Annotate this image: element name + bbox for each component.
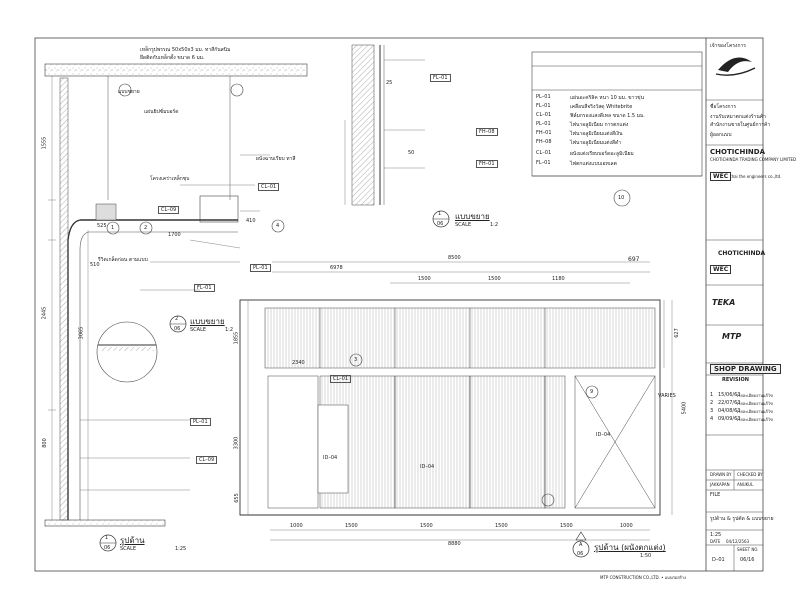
view-1-sub: 06 bbox=[104, 545, 111, 551]
dim-left-3: 800 bbox=[41, 438, 48, 448]
tb-rev-1-desc: รายละเอียดงานแก้ไข bbox=[736, 401, 773, 406]
dim-bottom-4: 1500 bbox=[560, 523, 573, 529]
tag-3: FL–01 bbox=[194, 284, 215, 292]
tb-company-sub: CHOTICHINDA TRADING COMPANY LIMITED bbox=[710, 157, 797, 162]
section-detail-top bbox=[345, 45, 449, 227]
tb-project-label: ชื่อโครงการ bbox=[710, 104, 737, 110]
dim-elev-left-1: 3300 bbox=[233, 436, 240, 450]
legend-code-7: FL–01 bbox=[536, 160, 551, 166]
tb-date: 04/12/2563 bbox=[726, 539, 750, 544]
note-left-6: รีวิดเกล็ดก่อน ตามแบบ bbox=[98, 257, 148, 263]
legend-row-0: แผ่นอะคริลิค หนา 10 มม. ขาวขุ่น bbox=[570, 95, 644, 101]
tb-project-line1: งานรับเหมาตกแต่งร้านค้า bbox=[710, 114, 766, 120]
tb-teka: TEKA bbox=[712, 298, 736, 307]
circle-tag-1: 9 bbox=[590, 389, 594, 395]
dim-elev-left-2: 655 bbox=[233, 493, 240, 503]
view-3-sub: 06 bbox=[437, 221, 444, 227]
tb-rev-0-date: 15/06/63 bbox=[718, 392, 741, 398]
legend-code-2: CL–01 bbox=[536, 112, 552, 118]
tb-checked-by-label: CHECKED BY bbox=[737, 472, 763, 477]
circle-tag-3: 4 bbox=[276, 223, 280, 229]
tb-rev-3-desc: รายละเอียดงานแก้ไข bbox=[736, 417, 773, 422]
note-left-4: แบบขยาย bbox=[118, 89, 140, 95]
circle-tag-5: 1 bbox=[111, 225, 115, 231]
dim-misc-3: 510 bbox=[90, 262, 100, 268]
tag-12: FL–01 bbox=[430, 74, 451, 82]
view-2-sub: 06 bbox=[174, 326, 181, 332]
dim-misc-2: 525 bbox=[97, 223, 107, 229]
view-2-title: แบบขยาย bbox=[190, 317, 225, 326]
tb-shop-drawing: SHOP DRAWING bbox=[710, 364, 781, 374]
dim-misc-5: 25 bbox=[386, 80, 393, 86]
section-detail-left bbox=[45, 64, 307, 526]
dim-top-total: 8500 bbox=[448, 255, 461, 261]
dim-bottom-0: 1000 bbox=[290, 523, 303, 529]
tb-revision: REVISION bbox=[722, 377, 749, 383]
tb-drawn-by-label: DRAWN BY bbox=[710, 472, 732, 477]
tag-6: ID–04 bbox=[323, 455, 338, 461]
tag-8: ID–04 bbox=[596, 432, 611, 438]
view-3-title: แบบขยาย bbox=[455, 212, 490, 221]
note-left-3: โครงเคร่าเหล็กชุบ bbox=[150, 176, 190, 182]
legend-row-5: ไฟนาอลูมิเนียมแต่งสีดำ bbox=[570, 140, 622, 146]
tb-page: D–01 bbox=[712, 557, 725, 563]
view-1-ratio: 1:25 bbox=[175, 546, 187, 552]
tb-sheet-no: 06/16 bbox=[740, 557, 755, 563]
dim-misc-7: VARIES bbox=[658, 393, 676, 399]
view-4-letter: A bbox=[579, 542, 583, 548]
tag-11: CL–09 bbox=[196, 456, 217, 464]
dim-misc-6: 50 bbox=[408, 150, 415, 156]
note-left-0: เหล็กรูปพรรณ 50x50x3 มม. ทาสีกันสนิม bbox=[140, 47, 231, 53]
tb-rev-0-desc: รายละเอียดงานแก้ไข bbox=[736, 393, 773, 398]
view-4-ratio: 1:50 bbox=[640, 553, 652, 559]
tag-4: FH–01 bbox=[476, 160, 498, 168]
legend-row-2: ฟิล์มกรองแสงดีเทล ขนาด 1.5 มม. bbox=[570, 113, 645, 119]
tb-rev-1-no: 2 bbox=[710, 400, 714, 406]
view-3-ratio: 1:2 bbox=[490, 222, 499, 228]
tb-sheet-title: รูปด้าน & รูปตัด & แบบขยาย bbox=[710, 516, 774, 522]
view-3-num: 1 bbox=[438, 211, 442, 217]
tag-2: PL–01 bbox=[250, 264, 271, 272]
view-1-scale: SCALE bbox=[120, 546, 137, 552]
legend-row-6: ผนังแต่งเรียบบอร์ดอะลูมิเนียม bbox=[570, 151, 634, 157]
legend-code-5: FH–08 bbox=[536, 139, 552, 145]
note-left-5: ผนังฉาบเรียบ ทาสี bbox=[256, 156, 296, 162]
dim-misc-4: 410 bbox=[246, 218, 256, 224]
tag-9: CL–01 bbox=[330, 375, 351, 383]
dim-bottom-1: 1500 bbox=[345, 523, 358, 529]
tb-sheet-no-label: SHEET NO. bbox=[737, 547, 759, 552]
tb-rev-2-date: 04/08/63 bbox=[718, 408, 741, 414]
dim-top-0: 6978 bbox=[330, 265, 343, 271]
legend-code-6: CL–01 bbox=[536, 150, 552, 156]
dim-bottom-total: 8880 bbox=[448, 541, 461, 547]
dim-elev-right-0: 627 bbox=[673, 328, 680, 338]
tb-company: CHOTICHINDA bbox=[710, 148, 766, 156]
tb-project-line2: สำนักงานขายในศูนย์การค้า bbox=[710, 122, 771, 128]
tb-designer-label: ผู้ออกแบบ bbox=[710, 132, 732, 138]
tb-checked-name: ANUKUL bbox=[737, 482, 754, 487]
legend-row-3: ไฟนาอลูมิเนียม การตกแต่ง bbox=[570, 122, 629, 128]
dim-top-2: 1500 bbox=[488, 276, 501, 282]
dim-misc-0: 1700 bbox=[168, 232, 181, 238]
tb-file-label: FILE bbox=[710, 492, 721, 498]
legend-row-7: ไฟตกแต่งแบบเอทเลต bbox=[570, 161, 617, 167]
tb-rev-2-desc: รายละเอียดงานแก้ไข bbox=[736, 409, 773, 414]
dim-top-1: 1500 bbox=[418, 276, 431, 282]
tb-wec-logo: WEC bbox=[710, 172, 731, 181]
legend-code-3: PL–01 bbox=[536, 121, 551, 127]
dim-left-0: 1555 bbox=[41, 136, 48, 150]
tb-rev-1-date: 22/07/63 bbox=[718, 400, 741, 406]
view-2-num: 2 bbox=[175, 316, 179, 322]
legend-row-1: เคลือบสีจริงวัสดุ Whitebrite bbox=[570, 104, 633, 110]
note-left-1: ยึดติดกับเหล็กตั้ง ขนาด 6 มม. bbox=[140, 55, 205, 61]
tag-0: CL–01 bbox=[258, 183, 279, 191]
legend-code-1: FL–01 bbox=[536, 103, 551, 109]
circle-tag-2: 3 bbox=[354, 357, 358, 363]
dim-bottom-3: 1500 bbox=[495, 523, 508, 529]
view-3-scale: SCALE bbox=[455, 222, 472, 228]
dim-top-4: 697 bbox=[628, 256, 640, 263]
legend-code-0: PL–01 bbox=[536, 94, 551, 100]
footer-note: MTP CONSTRUCTION CO.,LTD. • แบบก่อสร้าง bbox=[600, 575, 686, 580]
tb-rev-0-no: 1 bbox=[710, 392, 714, 398]
tb-designer: CHOTICHINDA bbox=[718, 250, 766, 257]
tb-mtp: MTP bbox=[722, 332, 742, 341]
dim-elev-right-1: 5400 bbox=[681, 401, 688, 415]
circle-tag-4: 2 bbox=[144, 225, 148, 231]
view-4-sub: 06 bbox=[577, 551, 584, 557]
legend-row-4: ไฟนาอลูมิเนียมแต่งสีเงิน bbox=[570, 131, 623, 137]
tag-10: PL–01 bbox=[190, 418, 211, 426]
tb-rev-2-no: 3 bbox=[710, 408, 714, 414]
view-1-title: รูปด้าน bbox=[120, 536, 145, 545]
view-2-scale: SCALE bbox=[190, 327, 207, 333]
dim-elev-left-0: 1855 bbox=[233, 331, 240, 345]
tb-date-label: DATE bbox=[710, 539, 721, 544]
tb-rev-3-no: 4 bbox=[710, 416, 714, 422]
dim-top-3: 1180 bbox=[552, 276, 565, 282]
tb-rev-3-date: 09/09/63 bbox=[718, 416, 741, 422]
view-2-ratio: 1:2 bbox=[225, 327, 234, 333]
tb-owner-label: เจ้าของโครงการ bbox=[710, 43, 746, 49]
note-left-2: แผ่นยิปซั่มบอร์ด bbox=[144, 109, 179, 115]
dim-left-2: 3065 bbox=[78, 326, 85, 340]
tb-wec-logo-2: WEC bbox=[710, 265, 731, 274]
tag-7: ID–04 bbox=[420, 464, 435, 470]
legend-code-4: FH–01 bbox=[536, 130, 552, 136]
main-elevation bbox=[240, 190, 672, 540]
tag-1: CL–09 bbox=[158, 206, 179, 214]
dim-bottom-5: 1000 bbox=[620, 523, 633, 529]
circle-tag-0: 10 bbox=[618, 195, 625, 201]
dim-misc-1: 2340 bbox=[292, 360, 305, 366]
dim-bottom-2: 1500 bbox=[420, 523, 433, 529]
view-4-title: รูปด้าน (ผนังตกแต่ง) bbox=[594, 543, 666, 552]
tb-drawn-name: JAKKAPAN bbox=[710, 482, 730, 487]
dim-left-1: 2445 bbox=[41, 306, 48, 320]
tag-5: FH–08 bbox=[476, 128, 498, 136]
tb-scale: 1:25 bbox=[710, 532, 722, 538]
tb-wec-name: thai the engineers co.,ltd. bbox=[730, 174, 782, 179]
view-1-num: 1 bbox=[105, 535, 109, 541]
